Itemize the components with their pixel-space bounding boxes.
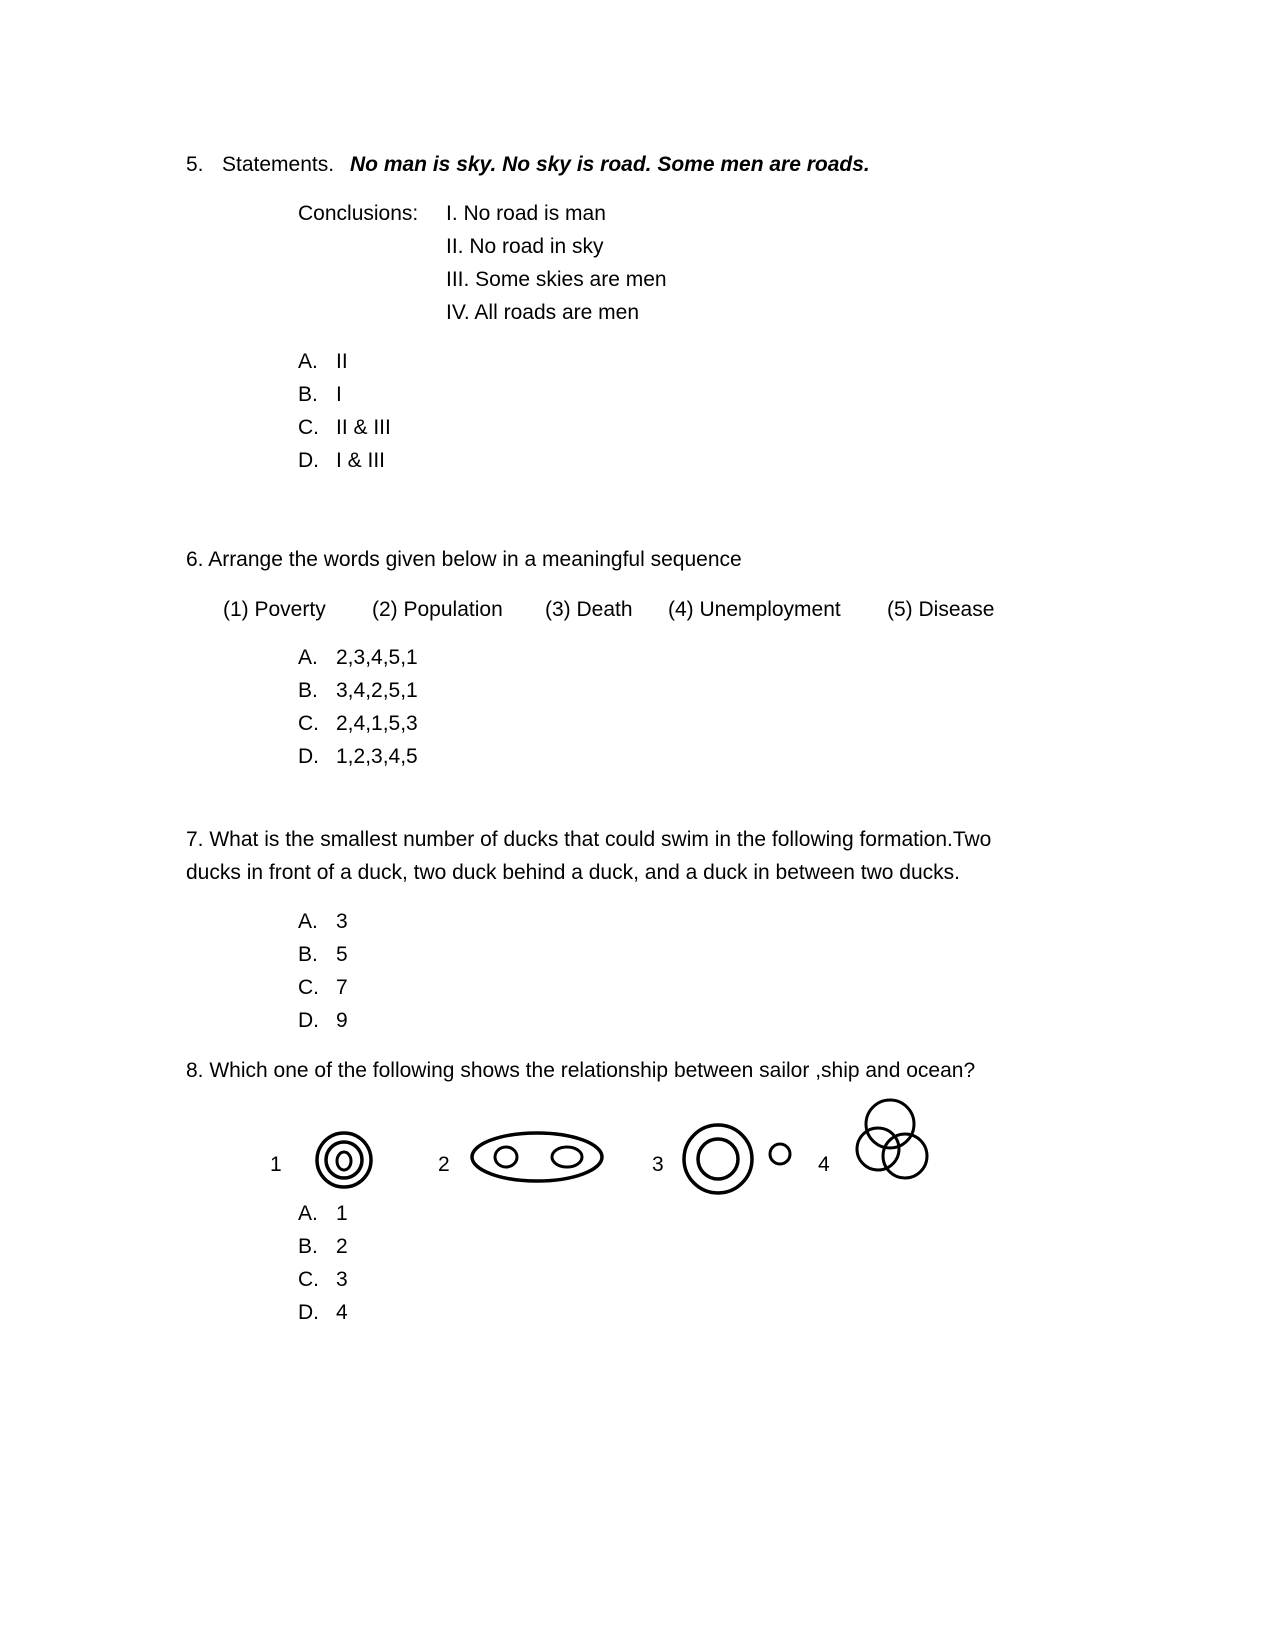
q5-option-d-text: I & III: [336, 449, 386, 472]
q7-option-a-text: 3: [336, 910, 348, 933]
q5-conclusions-label: Conclusions:: [298, 202, 419, 225]
q8-option-a-text: 1: [336, 1202, 348, 1225]
q8-diagram-4-overlapping-circles: [850, 1096, 940, 1186]
q6-option-a-text: 2,3,4,5,1: [336, 646, 418, 669]
q6-word-4: (4) Unemployment: [668, 598, 841, 621]
q8-diagram-label-2: 2: [438, 1153, 450, 1176]
q8-option-d-text: 4: [336, 1301, 348, 1324]
q5-conclusion-2: II. No road in sky: [446, 235, 604, 258]
q7-option-d-text: 9: [336, 1009, 348, 1032]
q7-option-c-letter: C.: [298, 976, 319, 999]
q6-option-b-letter: B.: [298, 679, 318, 702]
q7-option-d-letter: D.: [298, 1009, 319, 1032]
q5-option-a-letter: A.: [298, 350, 318, 373]
q7-option-b-text: 5: [336, 943, 348, 966]
q5-option-a-text: II: [336, 350, 348, 373]
q8-diagram-2-ellipse-with-two: [465, 1126, 615, 1196]
q6-option-d-letter: D.: [298, 745, 319, 768]
q5-number: 5.: [186, 153, 204, 176]
q5-option-b-text: I: [336, 383, 342, 406]
q7-question-line-2: ducks in front of a duck, two duck behind a duck, and a duck in between two ducks.: [186, 861, 960, 884]
q5-lead: Statements.: [222, 153, 335, 176]
q8-question: 8. Which one of the following shows the relationship between sailor ,ship and ocean?: [186, 1059, 976, 1082]
q6-word-1: (1) Poverty: [223, 598, 326, 621]
q6-question: 6. Arrange the words given below in a meaningful sequence: [186, 548, 742, 571]
q7-question-line-1: 7. What is the smallest number of ducks that could swim in the following formation.Two: [186, 828, 992, 851]
q5-option-c-letter: C.: [298, 416, 319, 439]
q8-option-a-letter: A.: [298, 1202, 318, 1225]
q6-word-5: (5) Disease: [887, 598, 995, 621]
q8-option-b-letter: B.: [298, 1235, 318, 1258]
q5-conclusion-1: I. No road is man: [446, 202, 606, 225]
q6-option-c-letter: C.: [298, 712, 319, 735]
q8-diagram-label-1: 1: [270, 1153, 282, 1176]
q5-statements: No man is sky. No sky is road. Some men are roads.: [350, 153, 870, 176]
q6-word-3: (3) Death: [545, 598, 633, 621]
q7-option-b-letter: B.: [298, 943, 318, 966]
q6-option-d-text: 1,2,3,4,5: [336, 745, 418, 768]
q8-diagram-3-nested-and-separate: [680, 1116, 810, 1206]
q6-word-2: (2) Population: [372, 598, 503, 621]
q7-option-a-letter: A.: [298, 910, 318, 933]
q8-diagram-label-3: 3: [652, 1153, 664, 1176]
q5-conclusion-4: IV. All roads are men: [446, 301, 639, 324]
q8-diagram-label-4: 4: [818, 1153, 830, 1176]
q8-option-d-letter: D.: [298, 1301, 319, 1324]
q7-option-c-text: 7: [336, 976, 348, 999]
q5-option-d-letter: D.: [298, 449, 319, 472]
q6-option-b-text: 3,4,2,5,1: [336, 679, 418, 702]
q8-option-c-text: 3: [336, 1268, 348, 1291]
q5-option-b-letter: B.: [298, 383, 318, 406]
q5-conclusion-3: III. Some skies are men: [446, 268, 667, 291]
q8-option-b-text: 2: [336, 1235, 348, 1258]
q8-option-c-letter: C.: [298, 1268, 319, 1291]
q5-option-c-text: II & III: [336, 416, 391, 439]
q8-diagram-1-concentric-circles: [310, 1126, 380, 1196]
q6-option-a-letter: A.: [298, 646, 318, 669]
q6-option-c-text: 2,4,1,5,3: [336, 712, 418, 735]
